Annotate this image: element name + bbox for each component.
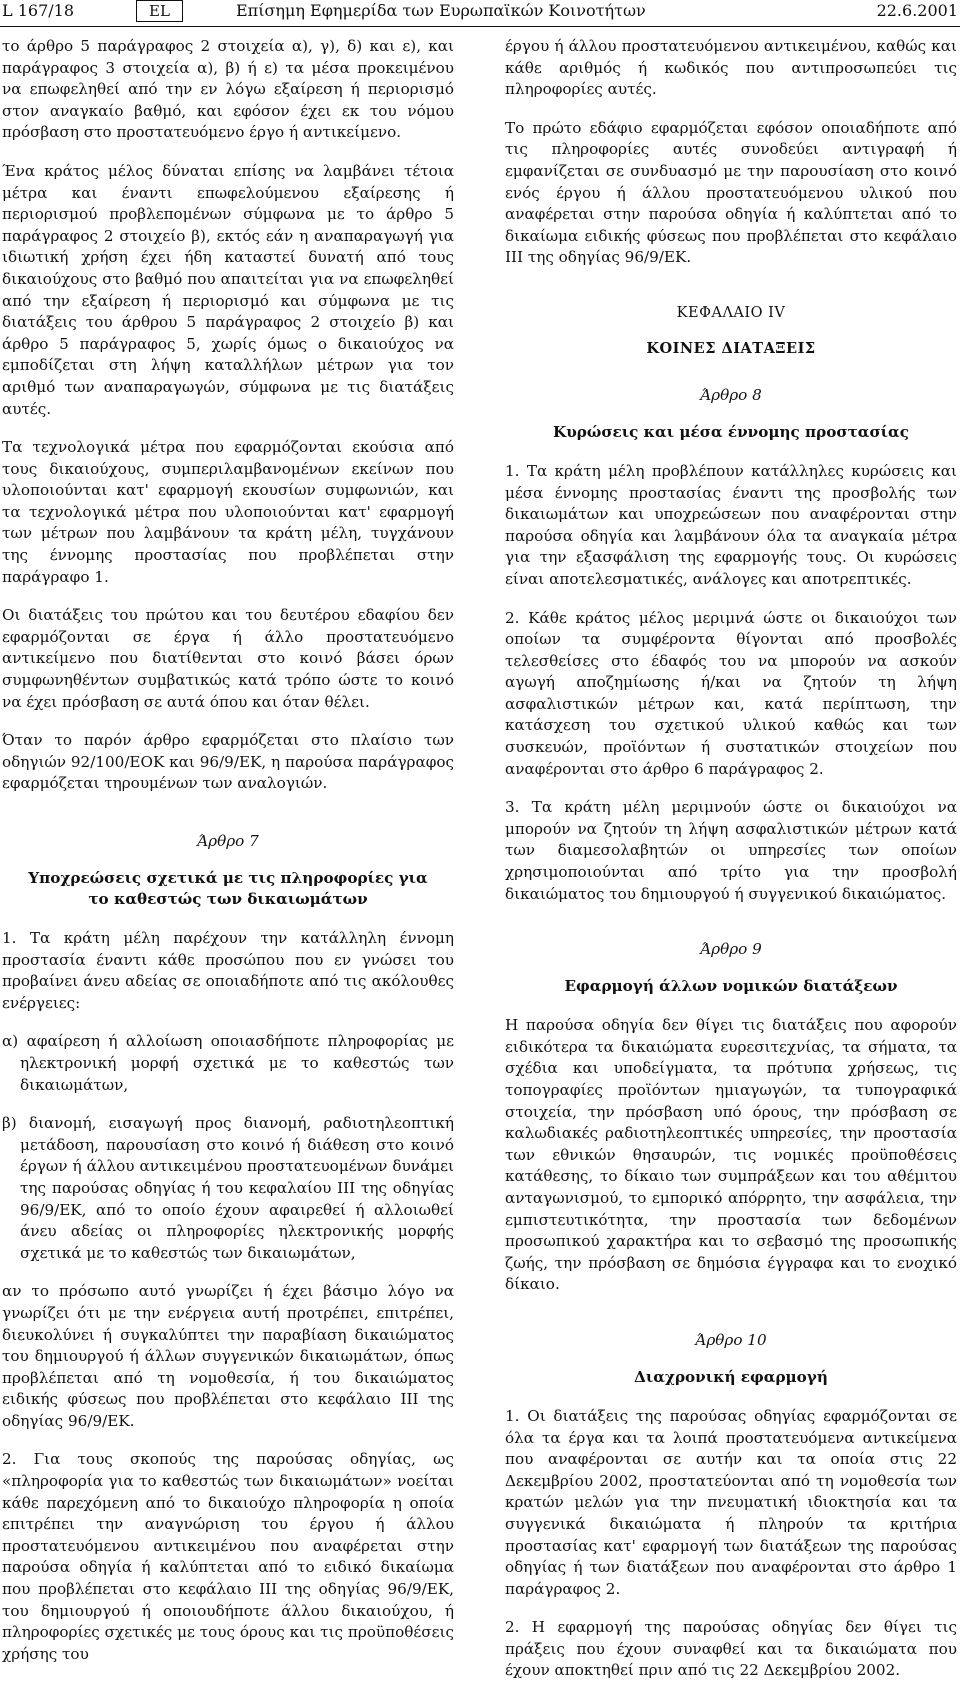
right-column [505, 36, 957, 1699]
paragraph: 1. Τα κράτη μέλη παρέχουν την κατάλληλη έννομη προστασία έναντι κάθε προσώπου που εν γνώσει του προβαίνει άνευ αδείας σε οποιαδήποτε από τις ακόλουθες ενέργειες: [2, 929, 454, 1012]
article-9-title: Εφαρμογή άλλων νομικών διατάξεων [564, 977, 898, 996]
issue-date: 22.6.2001 [876, 1, 958, 20]
paragraph: έργου ή άλλου προστατευόμενου αντικειμένου, καθώς και κάθε αριθμός ή κωδικός που αντιπροσωπεύει τις πληροφορίες αυτές. [505, 37, 957, 99]
paragraph: αν το πρόσωπο αυτό γνωρίζει ή έχει βάσιμο λόγο να γνωρίζει ότι με την ενέργεια αυτή προτρέπει, επιτρέπει, διευκολύνει ή συγκαλύπτει την παραβίαση δικαιώματος του δημιουργού ή άλλων συγγενικών δικαιωμάτων, όπως προβλέπεται από τη νομοθεσία, ή του δικαιώματος ειδικής φύσεως που προβλέπεται στο κεφάλαιο ΙΙΙ της οδηγίας 96/9/ΕΚ. [2, 1282, 454, 1430]
article-7-title: Υποχρεώσεις σχετικά με τις πληροφορίες για το καθεστώς των δικαιωμάτων [28, 869, 428, 908]
journal-title: Επίσημη Εφημερίδα των Ευρωπαϊκών Κοινοτήτων [236, 1, 646, 20]
paragraph: 1. Τα κράτη μέλη προβλέπουν κατάλληλες κυρώσεις και μέσα έννομης προστασίας έναντι της προσβολής των δικαιωμάτων και υποχρεώσεων που αναφέρονται στην παρούσα οδηγία και λαμβάνουν όλα τα αναγκαία μέτρα για την εξασφάλιση της εφαρμογής τους. Οι κυρώσεις είναι αποτελεσματικές, ανάλογες και αποτρεπτικές. [505, 461, 957, 588]
article-9-label: Άρθρο 9 [700, 940, 762, 959]
paragraph: Όταν το παρόν άρθρο εφαρμόζεται στο πλαίσιο των οδηγιών 92/100/ΕΟΚ και 96/9/ΕΚ, η παρούσα παράγραφος εφαρμόζεται τηρουμένων των αναλογιών. [2, 731, 454, 793]
article-7-label: Άρθρο 7 [197, 832, 259, 850]
paragraph: Το πρώτο εδάφιο εφαρμόζεται εφόσον οποιαδήποτε από τις πληροφορίες αυτές συνοδεύει αντιγραφή ή εμφανίζεται σε συνδυασμό με την παρουσίαση στο κοινό ενός έργου ή άλλου προστατευόμενου υλικού που αναφέρεται στην παρούσα οδηγία ή καλύπτεται από το δικαίωμα ειδικής φύσεως που προβλέπεται στο κεφάλαιο ΙΙΙ της οδηγίας 96/9/ΕΚ. [505, 118, 957, 267]
paragraph: 2. Η εφαρμογή της παρούσας οδηγίας δεν θίγει τις πράξεις που έχουν συναφθεί και τα δικαιώματα που έχουν αποκτηθεί πριν από τις 22 Δεκεμβρίου 2002. [505, 1618, 957, 1680]
paragraph: Τα τεχνολογικά μέτρα που εφαρμόζονται εκούσια από τους δικαιούχους, συμπεριλαμβανομένων εκείνων που υλοποιούνται κατ' εφαρμογή εκουσίων συμφωνιών, και τα τεχνολογικά μέτρα που υλοποιούνται κατ' εφαρμογή των μέτρων που λαμβάνουν τα κράτη μέλη, τυγχάνουν της έννομης προστασίας που προβλέπεται στην παράγραφο 1. [2, 438, 454, 586]
article-10-title: Διαχρονική εφαρμογή [634, 1367, 828, 1386]
paragraph: 2. Κάθε κράτος μέλος μεριμνά ώστε οι δικαιούχοι των οποίων τα συμφέροντα θίγονται από προσβολές τελεσθείσες στο έδαφός του να μπορούν να ασκούν αγωγή αποζημίωσης ή/και να ζητούν τη λήψη ασφαλιστικών μέτρων και, κατά περίπτωση, την κατάσχεση του σχετικού υλικού καθώς και των συσκευών, προϊόντων ή συστατικών στοιχείων που αναφέρονται στο άρθρο 6 παράγραφος 2. [505, 608, 957, 778]
paragraph: Η παρούσα οδηγία δεν θίγει τις διατάξεις που αφορούν ειδικότερα τα δικαιώματα ευρεσιτεχνίας, τα σήματα, τα σχέδια και υποδείγματα, τα πρότυπα χρήσεως, τις τοπογραφίες προϊόντων ημιαγωγών, τα τυπογραφικά στοιχεία, την πρόσβαση υπό όρους, την πρόσβαση σε καλωδιακές ραδιοτηλεοπτικές υπηρεσίες, την προστασία των εθνικών θησαυρών, τις νομικές προϋποθέσεις κατάθεσης, το δίκαιο των συμπράξεων και του αθέμιτου ανταγωνισμού, το εμπορικό απόρρητο, την ασφάλεια, την εμπιστευτικότητα, την προστασία των δεδομένων προσωπικού χαρακτήρα και το σεβασμό της προσωπικής ζωής, την πρόσβαση σε δημόσια έγγραφα και το ενοχικό δίκαιο. [505, 1016, 957, 1294]
paragraph: 3. Τα κράτη μέλη μεριμνούν ώστε οι δικαιούχοι να μπορούν να ζητούν τη λήψη ασφαλιστικών μέτρων κατά των διαμεσολαβητών οι υπηρεσίες των οποίων χρησιμοποιούνται από τρίτο για την προσβολή δικαιώματος του δημιουργού ή συγγενικού δικαιώματος. [505, 798, 957, 903]
page-number: L 167/18 [2, 1, 74, 20]
list-item: α) αφαίρεση ή αλλοίωση οποιασδήποτε πληροφορίας με ηλεκτρονική μορφή σχετικά με το καθεστώς των δικαιωμάτων, [2, 1032, 454, 1094]
chapter-label: ΚΕΦΑΛΑΙΟ IV [676, 304, 786, 321]
article-8-label: Άρθρο 8 [700, 385, 762, 404]
page-header [0, 0, 960, 27]
article-8-title: Κυρώσεις και μέσα έννομης προστασίας [553, 422, 909, 441]
paragraph: Ένα κράτος μέλος δύναται επίσης να λαμβάνει τέτοια μέτρα και έναντι επωφελούμενου εξαίρεσης ή περιορισμού προβλεπομένων σύμφωνα με το άρθρο 5 παράγραφος 2 στοιχείο β), εκτός εάν η αναπαραγωγή για ιδιωτική χρήση έχει ήδη καταστεί δυνατή από τους δικαιούχους στο βαθμό που απαιτείται για να επωφεληθεί από την εξαίρεση ή περιορισμό και σύμφωνα με τις διατάξεις του άρθρου 5 παράγραφος 2 στοιχείο β) και άρθρο 5 παράγραφος 5, χωρίς όμως ο δικαιούχος να εμποδίζεται στη λήψη καταλλήλων μέτρων για τον αριθμό των αναπαραγωγών, σύμφωνα με τις διατάξεις αυτές. [2, 161, 454, 418]
left-column [2, 36, 454, 1682]
list-item: β) διανομή, εισαγωγή προς διανομή, ραδιοτηλεοπτική μετάδοση, παρουσίαση στο κοινό ή διάθεση στο κοινό έργων ή άλλου αντικειμένου προστατευομένων δυνάμει της παρούσας οδηγίας ή του κεφαλαίου ΙΙΙ της οδηγίας 96/9/ΕΚ, από το οποίο έχουν αφαιρεθεί ή αλλοιωθεί άνευ αδείας οι πληροφορίες ηλεκτρονικής μορφής σχετικά με το καθεστώς των δικαιωμάτων, [2, 1114, 454, 1262]
paragraph: 1. Οι διατάξεις της παρούσας οδηγίας εφαρμόζονται σε όλα τα έργα και τα λοιπά προστατευόμενα αντικείμενα που αναφέρονται σε αυτήν και τα οποία στις 22 Δεκεμβρίου 2002, προστατεύονται από τη νομοθεσία των κρατών μελών για την πνευματική ιδιοκτησία και τα συγγενικά δικαιώματα ή πληρούν τα κριτήρια προστασίας κατ' εφαρμογή των διατάξεων της παρούσας οδηγίας ή των διατάξεων που αναφέρονται στο άρθρο 1 παράγραφος 2. [505, 1406, 957, 1598]
language-code-box: EL [136, 0, 183, 22]
paragraph: το άρθρο 5 παράγραφος 2 στοιχεία α), γ), δ) και ε), και παράγραφος 3 στοιχεία α), β) ή ε) τα μέσα προκειμένου να επωφεληθεί από την εν λόγω εξαίρεση ή περιορισμό στον αναγκαίο βαθμό, και εφόσον έχει εκ του νόμου πρόσβαση στο προστατευόμενο έργο ή αντικείμενο. [2, 37, 454, 142]
chapter-title: ΚΟΙΝΕΣ ΔΙΑΤΑΞΕΙΣ [646, 339, 816, 357]
paragraph: 2. Για τους σκοπούς της παρούσας οδηγίας, ως «πληροφορία για το καθεστώς των δικαιωμάτων» νοείται κάθε παρεχόμενη από το δικαιούχο πληροφορία η οποία επιτρέπει την αναγνώριση του έργου ή άλλου προστατευόμενου αντικειμένου που αναφέρεται στην παρούσα οδηγία ή καλύπτεται από το ειδικό δικαίωμα που προβλέπεται στο κεφάλαιο ΙΙΙ της οδηγίας 96/9/ΕΚ, του δημιουργού ή οποιουδήποτε άλλου δικαιούχου, ή πληροφορίες σχετικές με τους όρους και τις προϋποθέσεις χρήσης του [2, 1450, 454, 1663]
article-10-label: Άρθρο 10 [695, 1330, 767, 1349]
paragraph: Οι διατάξεις του πρώτου και του δευτέρου εδαφίου δεν εφαρμόζονται σε έργα ή άλλο προστατευόμενο αντικείμενο που διατίθενται στο κοινό βάσει όρων συμφωνηθέντων συμβατικώς κατά τρόπο ώστε το κοινό να έχει πρόσβαση σε αυτά όπου και όταν θέλει. [2, 606, 454, 711]
